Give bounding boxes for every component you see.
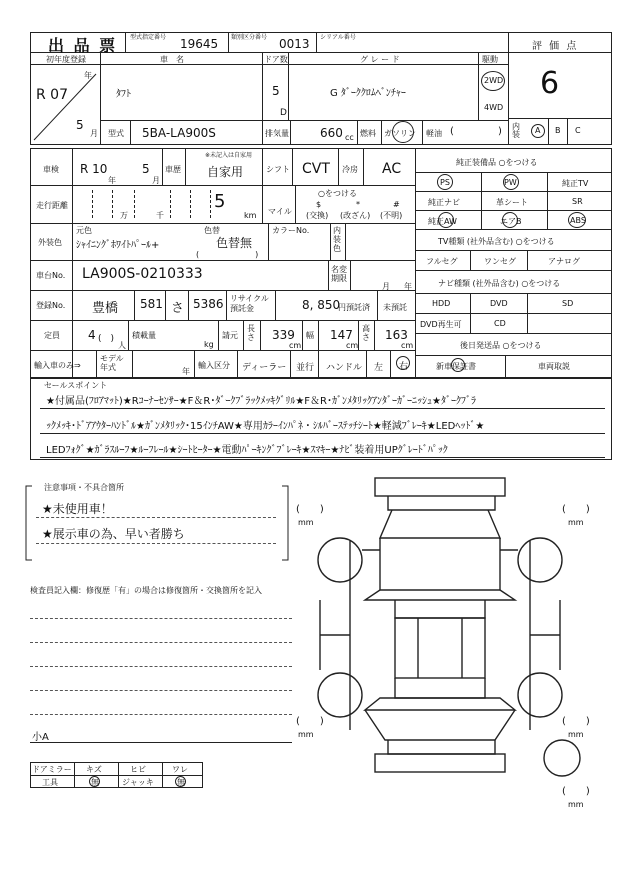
sales-line-1: ★付属品(ﾌﾛｱﾏｯﾄ)★Rｺｰﾅｰｾﾝｻｰ★F＆R･ﾀﾞｰｸﾌﾞﾗｯｸﾒｯｷｸﾞﾘﾙ★F＆R･ｶﾞﾝﾒﾀﾘｯｸｱﾝﾀﾞｰｶﾞｰﾆｯｼｭ★ﾀﾞｰｸﾌﾞﾗ	[46, 396, 476, 407]
sales-label: セールスポイント	[44, 381, 108, 390]
notes-label: 注意事項・不具合箇所	[44, 483, 124, 492]
navi-sd: SD	[562, 299, 574, 308]
equip-aw: 純正AW	[428, 217, 457, 226]
color-label: 外装色	[38, 238, 62, 247]
reg-num: 5386	[193, 297, 224, 311]
model: 5BA-LA900S	[142, 126, 216, 140]
equip-sr: SR	[572, 197, 583, 206]
navi-dvd: DVD	[490, 299, 508, 308]
car-name-label: 車 名	[160, 55, 184, 64]
equip-abs: ABS	[570, 216, 586, 225]
sales-line-3: LEDﾌｫｸﾞ★ｶﾞﾗｽﾙｰﾌ★ﾙｰﾌﾚｰﾙ★ｼｰﾄﾋｰﾀｰ★電動ﾊﾟｰｷﾝｸﾞﾌﾞﾚｰｷ★ｽﾏｷｰ★ﾅﾋﾞ装着用UPｸﾞﾚｰﾄﾞﾊﾟｯｸ	[46, 445, 448, 456]
reg-kana: さ	[171, 301, 185, 316]
rating-label: 評 価 点	[532, 41, 579, 52]
import-cat-label: 輸入区分	[198, 361, 230, 370]
navi-hdd: HDD	[432, 299, 451, 308]
displacement-label: 排気量	[265, 129, 289, 138]
navi-dvd-play: DVD再生可	[420, 320, 462, 329]
history-label: 車歴	[165, 165, 181, 174]
type-no: 19645	[180, 37, 219, 51]
height: 163	[385, 328, 408, 342]
model-label: 型式	[108, 129, 124, 138]
reg-era-year: R 07	[36, 87, 68, 103]
color: ｼｬｲﾆﾝｸﾞﾎﾜｲﾄﾊﾟｰﾙ+	[76, 240, 160, 251]
dealer: ディーラー	[242, 363, 287, 373]
equip-ps: PS	[440, 178, 450, 187]
shift-label: シフト	[266, 165, 290, 174]
car-diagram	[300, 470, 600, 810]
interior-label: 内装	[512, 122, 520, 139]
paint: 色替無	[216, 236, 253, 250]
tv-title: TV種類 (社外品含む) ○をつける	[438, 237, 555, 246]
interior-b: B	[555, 126, 561, 135]
fuel-gas: ガソリン	[384, 129, 416, 138]
mirror-r4: 無	[177, 778, 185, 787]
notes-line-1: ★未使用車！	[42, 502, 113, 516]
import-label: 輸入車のみ⇒	[34, 361, 81, 370]
bracket-rear-right: ( )	[562, 716, 590, 727]
grade: G ﾀﾞｰｸｸﾛﾑﾍﾞﾝﾁｬｰ	[330, 88, 406, 99]
bracket-rear-left: ( )	[296, 716, 324, 727]
expiry-label: 名変期限	[331, 265, 347, 283]
car-name: ﾀﾌﾄ	[116, 89, 131, 100]
ast-note: (改ざん)	[340, 211, 371, 220]
drive-4wd: 4WD	[484, 103, 504, 112]
ac: AC	[382, 161, 402, 177]
bracket-front-right: ( )	[562, 504, 590, 515]
length-label: 長さ	[247, 324, 255, 342]
later-title: 後日発送品 ○をつける	[460, 341, 542, 350]
tv-one: ワンセグ	[484, 257, 516, 266]
fuel-label: 燃料	[360, 129, 376, 138]
orig-color-label: 元色	[76, 226, 92, 235]
shift: CVT	[302, 161, 330, 177]
type-no-label: 型式指定番号	[130, 34, 167, 41]
request-label: 請元	[222, 331, 238, 340]
reg-area: 豊橋	[92, 301, 119, 316]
hash-note: (不明)	[380, 211, 403, 220]
tv-full: フルセグ	[426, 257, 458, 266]
handle-label: ハンドル	[326, 363, 363, 373]
equip-pw: PW	[504, 178, 517, 187]
sales-line-2: ｯｸﾒｯｷ･ﾄﾞｱｱｳﾀｰﾊﾝﾄﾞﾙ★ｶﾞﾝﾒﾀﾘｯｸ･15ｲﾝﾁAW★専用ｶﾗｰｲﾝﾊﾟﾈ・ｼﾙﾊﾞｰｽﾃｯﾁｼｰﾄ★軽減ﾌﾞﾚｰｷ★LEDﾍｯﾄﾞ★	[46, 421, 485, 432]
reg-class: 581	[140, 297, 163, 311]
equip-tv: 純正TV	[562, 179, 589, 188]
bracket-spare: ( )	[562, 786, 590, 797]
grade-label: グ レ ー ド	[360, 55, 400, 64]
mirror-h2: キズ	[86, 765, 102, 774]
inspector-note: 小A	[32, 732, 49, 743]
mirror-h3: ヒビ	[130, 765, 146, 774]
load-label: 積載量	[132, 331, 156, 340]
capacity: 4	[88, 328, 96, 342]
class-no-label: 類別区分番号	[231, 34, 268, 41]
door-label: ドア数	[264, 55, 288, 64]
fuel-diesel: 軽油	[426, 129, 442, 138]
mirror-h4: ワレ	[172, 765, 188, 774]
mile-label: マイル	[268, 207, 292, 216]
navi-cd: CD	[494, 319, 506, 328]
reg-year-label: 初年度登録	[46, 55, 86, 64]
handle-left: 左	[374, 363, 384, 373]
recycle: 8, 850	[302, 298, 341, 312]
equip-title: 純正装備品 ○をつける	[456, 158, 538, 167]
interior-c: C	[575, 126, 581, 135]
displacement: 660	[320, 126, 343, 140]
equip-airbag: エアB	[500, 217, 522, 226]
capacity-label: 定員	[44, 331, 60, 340]
equip-navi: 純正ナビ	[428, 198, 460, 207]
recycle-none: 未預託	[383, 303, 407, 312]
width-label: 幅	[306, 331, 314, 340]
tv-analog: アナログ	[548, 257, 580, 266]
later-manual: 車両取説	[538, 362, 570, 371]
door-type: D	[280, 108, 287, 118]
dollar-note: (交換)	[306, 211, 329, 220]
mirror-h1: ドアミラー	[32, 765, 72, 774]
history: 自家用	[207, 165, 244, 179]
interior-a: A	[535, 126, 541, 135]
ac-label: 冷房	[342, 165, 358, 174]
mileage-label: 走行距離	[36, 201, 68, 210]
inspection-year: R 10	[80, 162, 108, 176]
recycle-label: リサイクル預託金	[230, 294, 269, 313]
inspection-label: 車検	[43, 165, 59, 174]
drive-2wd: 2WD	[484, 76, 504, 85]
notes-line-2: ★展示車の為、早い者勝ち	[42, 527, 185, 541]
form-title: 出 品 票	[48, 36, 118, 55]
class-no: 0013	[279, 37, 310, 51]
serial-label: シリアル番号	[320, 34, 356, 41]
inspector-label: 検査員記入欄：修復歴「有」の場合は修復箇所・交換箇所を記入	[30, 586, 262, 595]
colorno-label: カラーNo.	[272, 226, 310, 235]
interior-color-label: 内装色	[333, 226, 341, 253]
width: 147	[330, 328, 353, 342]
height-label: 高さ	[362, 324, 370, 342]
parallel: 並行	[296, 363, 315, 373]
paint-label: 色替	[204, 226, 220, 235]
navi-title: ナビ種類 (社外品含む) ○をつける	[438, 279, 561, 288]
drive-label: 駆動	[482, 55, 498, 64]
model-year-label: モデル年式	[100, 354, 124, 372]
inspection-month: 5	[142, 162, 150, 176]
reg-label: 登録No.	[36, 301, 66, 310]
door-count: 5	[272, 84, 280, 98]
circle-note: ○をつける	[318, 189, 357, 198]
rating-value: 6	[540, 66, 560, 101]
bracket-front-left: ( )	[296, 504, 324, 515]
mirror-r3: ジャッキ	[122, 778, 154, 787]
length: 339	[272, 328, 295, 342]
mirror-r2: 無	[91, 778, 99, 787]
history-note: ※未記入は自家用	[205, 152, 253, 159]
later-warranty: 新車保証書	[436, 362, 476, 371]
chassis-label: 車台No.	[36, 271, 66, 280]
handle-right: 右	[399, 362, 409, 372]
chassis: LA900S-0210333	[82, 266, 203, 282]
mileage: 5	[214, 191, 226, 212]
equip-leather: 革シート	[496, 198, 528, 207]
mirror-r1: 工具	[42, 778, 58, 787]
reg-month: 5	[76, 118, 84, 132]
